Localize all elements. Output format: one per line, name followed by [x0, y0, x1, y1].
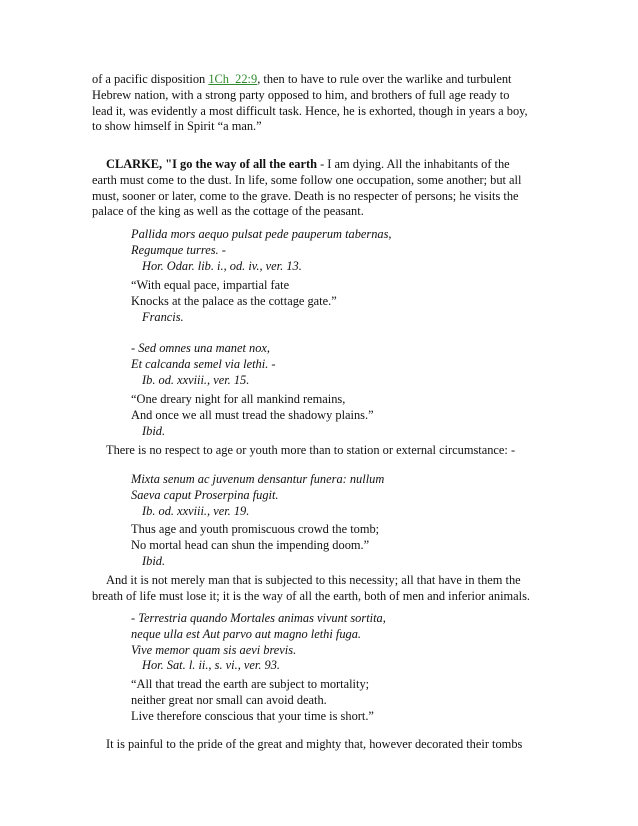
verse-line: Mixta senum ac juvenum densantur funera: nullum	[131, 472, 385, 486]
commentary-heading: CLARKE, "I go the way of all the earth	[106, 157, 317, 171]
verse-line: Et calcanda semel via lethi. -	[131, 356, 276, 371]
text-line: to show himself in Spirit “a man.”	[92, 119, 262, 134]
paragraph-intro	[92, 72, 552, 135]
text-line: Hebrew nation, with a strong party opposed to him, and brothers of full age ready to	[92, 87, 510, 102]
quote-source: Ib. od. xxviii., ver. 19.	[142, 503, 250, 518]
translation-2	[131, 392, 551, 439]
verse-line: Pallida mors aequo pulsat pede pauperum tabernas,	[131, 227, 392, 241]
latin-quote-4	[131, 611, 551, 674]
text-line	[92, 72, 552, 88]
verse-line: Knocks at the palace as the cottage gate.”	[131, 293, 337, 308]
verse-line: “All that tread the earth are subject to mortality;	[131, 677, 370, 691]
paragraph-necessity	[92, 573, 552, 605]
text-line: lead it, was evidently a most difficult task. Hence, he is exhorted, though in years a boy,	[92, 103, 528, 118]
verse-line: “One dreary night for all mankind remains,	[131, 392, 346, 406]
text-line: There is no respect to age or youth more than to station or external circumstance: -	[106, 443, 516, 457]
text-line: must, sooner or later, come to the grave. Death is no respecter of persons; he visits the	[92, 188, 519, 203]
latin-quote-1	[131, 227, 551, 274]
text-line: palace of the king as well as the cottage of the peasant.	[92, 204, 364, 219]
paragraph-clarke	[92, 157, 552, 220]
quote-source: Ibid.	[142, 423, 166, 438]
quote-source: Hor. Odar. lib. i., od. iv., ver. 13.	[142, 258, 302, 273]
text-line: And it is not merely man that is subjected to this necessity; all that have in them the	[106, 573, 521, 587]
text-line: breath of life must lose it; it is the way of all the earth, both of men and inferior animals.	[92, 588, 531, 603]
verse-line: Live therefore conscious that your time is short.”	[131, 708, 374, 723]
quote-source: Ib. od. xxviii., ver. 15.	[142, 372, 250, 387]
verse-line: - Sed omnes una manet nox,	[131, 341, 271, 355]
text-line	[92, 157, 552, 173]
latin-quote-3	[131, 472, 551, 519]
quote-source: Francis.	[142, 309, 184, 324]
verse-line: Regumque turres. -	[131, 242, 226, 257]
verse-line: Saeva caput Proserpina fugit.	[131, 487, 279, 502]
verse-line: No mortal head can shun the impending doom.”	[131, 537, 370, 552]
paragraph-pride	[92, 737, 552, 753]
verse-line: Vive memor quam sis aevi brevis.	[131, 642, 297, 657]
translation-3	[131, 522, 551, 569]
verse-line: “With equal pace, impartial fate	[131, 278, 290, 292]
text-span: , then to have to rule over the warlike and turbulent	[257, 72, 512, 86]
translation-1	[131, 278, 551, 325]
text-line: It is painful to the pride of the great and mighty that, however decorated their tombs	[106, 737, 523, 751]
paragraph-age	[92, 443, 552, 459]
scripture-link[interactable]: 1Ch_22:9	[208, 72, 258, 86]
quote-source: Ibid.	[142, 553, 166, 568]
translation-4	[131, 677, 551, 724]
quote-source: Hor. Sat. l. ii., s. vi., ver. 93.	[142, 658, 281, 673]
latin-quote-2	[131, 341, 551, 388]
verse-line: Thus age and youth promiscuous crowd the tomb;	[131, 522, 380, 536]
verse-line: - Terrestria quando Mortales animas vivunt sortita,	[131, 611, 386, 625]
verse-line: neque ulla est Aut parvo aut magno lethi fuga.	[131, 626, 362, 641]
text-line: earth must come to the dust. In life, some follow one occupation, some another; but all	[92, 172, 522, 187]
verse-line: And once we all must tread the shadowy plains.”	[131, 407, 374, 422]
verse-line: neither great nor small can avoid death.	[131, 692, 327, 707]
text-span: of a pacific disposition	[92, 72, 209, 86]
text-span: - I am dying. All the inhabitants of the	[316, 157, 510, 171]
